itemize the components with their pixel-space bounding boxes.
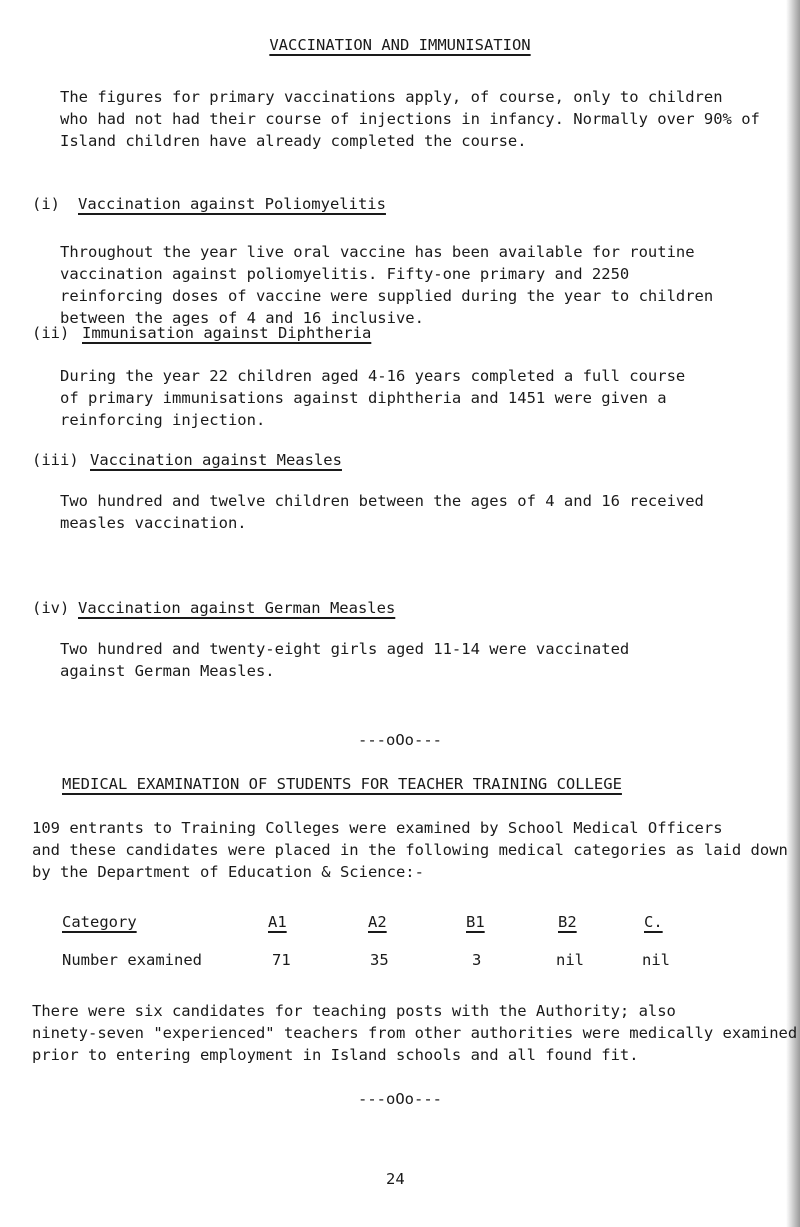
table-cell-a2: 35 xyxy=(370,951,389,969)
table-row-label-number-examined: Number examined xyxy=(62,951,202,969)
table-cell-b2: nil xyxy=(556,951,584,969)
section-body-poliomyelitis: Throughout the year live oral vaccine has been available for routine vaccination against poliomyelitis. Fifty-one primary and 2250 reinforcing doses of vaccine were supplied during the year to children between the ages of 4 and 16 inclusive. xyxy=(60,243,714,327)
page-heading: VACCINATION AND IMMUNISATION xyxy=(269,36,531,54)
table-cell-b1: 3 xyxy=(472,951,482,969)
table-row-label-category: Category xyxy=(62,913,137,931)
intro-paragraph: The figures for primary vaccinations apply, of course, only to children who had not had their course of injections in infancy. Normally over 90% of Island children have already completed the course. xyxy=(60,88,760,150)
section-number-1: (i) xyxy=(32,195,60,213)
section-title-diphtheria: Immunisation against Diphtheria xyxy=(82,324,372,342)
section-title-poliomyelitis: Vaccination against Poliomyelitis xyxy=(78,195,386,213)
section-number-4: (iv) xyxy=(32,599,70,617)
section-title-german-measles: Vaccination against German Measles xyxy=(78,599,396,617)
table-header-b1: B1 xyxy=(466,913,485,931)
section-body-diphtheria: During the year 22 children aged 4-16 years completed a full course of primary immunisations against diphtheria and 1451 were given a reinforcing injection. xyxy=(60,367,686,429)
separator-2: ---oOo--- xyxy=(358,1090,442,1108)
table-header-a2: A2 xyxy=(368,913,387,931)
section-title-measles: Vaccination against Measles xyxy=(90,451,342,469)
section-body-measles: Two hundred and twelve children between the ages of 4 and 16 received measles vaccination. xyxy=(60,492,704,532)
table-header-a1: A1 xyxy=(268,913,287,931)
table-cell-c: nil xyxy=(642,951,670,969)
medical-section-title: MEDICAL EXAMINATION OF STUDENTS FOR TEACHER TRAINING COLLEGE xyxy=(62,775,622,793)
table-header-c: C. xyxy=(644,913,663,931)
section-number-3: (iii) xyxy=(32,451,79,469)
section-body-german-measles: Two hundred and twenty-eight girls aged 11-14 were vaccinated against German Measles. xyxy=(60,640,630,680)
table-cell-a1: 71 xyxy=(272,951,291,969)
section-number-2: (ii) xyxy=(32,324,70,342)
medical-intro-paragraph: 109 entrants to Training Colleges were examined by School Medical Officers and these candidates were placed in the following medical categories as laid down by the Department of Education & Science:- xyxy=(32,819,788,881)
medical-closing-paragraph: There were six candidates for teaching posts with the Authority; also ninety-seven "experienced" teachers from other authorities were medically examined prior to entering employment in Island schools and all found fit. xyxy=(32,1002,798,1064)
table-header-b2: B2 xyxy=(558,913,577,931)
separator-1: ---oOo--- xyxy=(358,731,442,749)
page-number: 24 xyxy=(386,1170,405,1188)
